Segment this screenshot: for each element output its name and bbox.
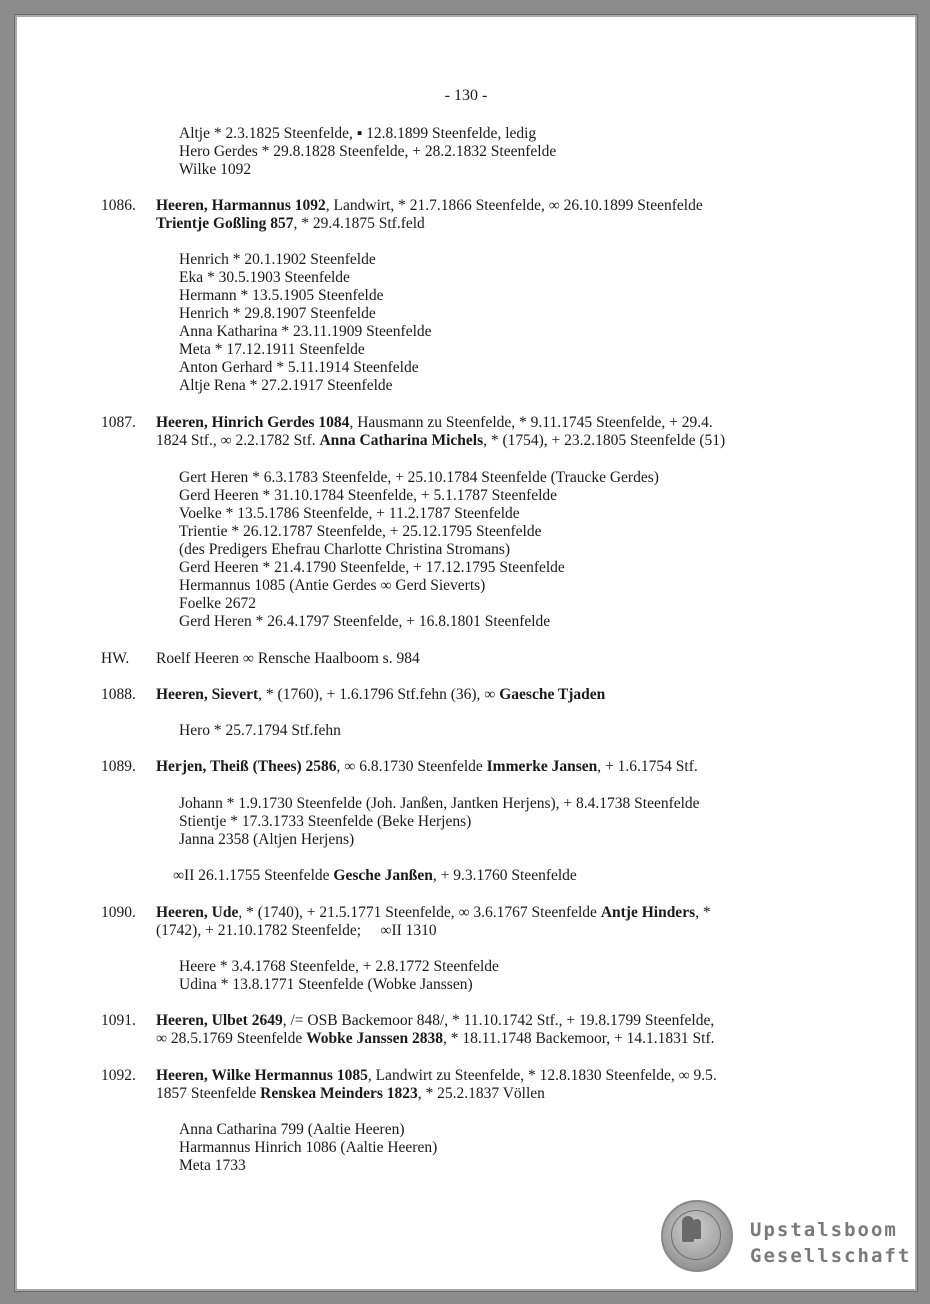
spouse-name: Gesche Janßen — [333, 867, 433, 884]
entry-text: , Landwirt, * 21.7.1866 Steenfelde, ∞ 26.10.1899 Steenfelde — [325, 197, 703, 214]
child-item: Trientie * 26.12.1787 Steenfelde, + 25.12.1795 Steenfelde — [179, 523, 542, 540]
entry-number: 1092. — [101, 1067, 136, 1084]
list-item: Hero Gerdes * 29.8.1828 Steenfelde, + 28.2.1832 Steenfelde — [179, 143, 557, 160]
entry-text: , * 25.2.1837 Völlen — [417, 1085, 545, 1102]
child-item: Eka * 30.5.1903 Steenfelde — [179, 269, 350, 286]
child-item: Foelke 2672 — [179, 595, 257, 612]
entry-text: , Hausmann zu Steenfelde, * 9.11.1745 Steenfelde, + 29.4. — [349, 414, 713, 431]
child-item: Henrich * 20.1.1902 Steenfelde — [179, 251, 376, 268]
person-name: Heeren, Sievert — [156, 686, 259, 703]
entry-1090-line2: (1742), + 21.10.1782 Steenfelde; ∞II 1310 — [156, 922, 437, 939]
child-item: Janna 2358 (Altjen Herjens) — [179, 831, 355, 848]
entry-number: 1088. — [101, 686, 136, 703]
spouse-name: Wobke Janssen 2838 — [306, 1030, 444, 1047]
entry-text: ∞II 26.1.1755 Steenfelde — [173, 867, 334, 884]
society-name-line1: Upstalsboom — [750, 1219, 898, 1241]
spouse-name: Trientje Goßling 857 — [156, 215, 294, 232]
child-item: Heere * 3.4.1768 Steenfelde, + 2.8.1772 Steenfelde — [179, 958, 499, 975]
spouse-name: Antje Hinders — [600, 904, 696, 921]
entry-1092-line2 — [156, 1085, 545, 1103]
list-item: Wilke 1092 — [179, 161, 252, 178]
person-name: Heeren, Hinrich Gerdes 1084 — [156, 414, 350, 431]
child-item: Gert Heren * 6.3.1783 Steenfelde, + 25.10.1784 Steenfelde (Traucke Gerdes) — [179, 469, 659, 486]
child-item: Udina * 13.8.1771 Steenfelde (Wobke Janssen) — [179, 976, 473, 993]
entry-1086-line1 — [156, 197, 703, 215]
entry-1088-line1 — [156, 686, 605, 704]
person-name: Heeren, Wilke Hermannus 1085 — [156, 1067, 368, 1084]
second-marriage — [173, 867, 577, 885]
spouse-name: Renskea Meinders 1823 — [260, 1085, 418, 1102]
spouse-name: Anna Catharina Michels — [319, 432, 484, 449]
entry-1087-line2 — [156, 432, 725, 450]
entry-text: 1857 Steenfelde — [156, 1085, 261, 1102]
child-item: Henrich * 29.8.1907 Steenfelde — [179, 305, 376, 322]
page-number: - 130 - — [444, 87, 488, 104]
entry-text: ∞ 28.5.1769 Steenfelde — [156, 1030, 307, 1047]
society-name-line2: Gesellschaft — [750, 1245, 912, 1267]
entry-text: , * — [695, 904, 711, 921]
hw-entry: Roelf Heeren ∞ Rensche Haalboom s. 984 — [156, 650, 420, 667]
entry-1086-line2 — [156, 215, 425, 233]
child-item: Anna Catharina 799 (Aaltie Heeren) — [179, 1121, 405, 1138]
person-name: Heeren, Ude — [156, 904, 239, 921]
entry-text: , /= OSB Backemoor 848/, * 11.10.1742 Stf., + 19.8.1799 Steenfelde, — [282, 1012, 715, 1029]
list-item: Altje * 2.3.1825 Steenfelde, ▪ 12.8.1899 Steenfelde, ledig — [179, 125, 537, 142]
entry-text: , + 1.6.1754 Stf. — [597, 758, 698, 775]
child-item: Stientje * 17.3.1733 Steenfelde (Beke Herjens) — [179, 813, 472, 830]
child-item: Altje Rena * 27.2.1917 Steenfelde — [179, 377, 393, 394]
child-item: Anton Gerhard * 5.11.1914 Steenfelde — [179, 359, 419, 376]
entry-1092-line1 — [156, 1067, 717, 1085]
person-name: Herjen, Theiß (Thees) 2586 — [156, 758, 337, 775]
entry-number: 1091. — [101, 1012, 136, 1029]
child-item: Hermann * 13.5.1905 Steenfelde — [179, 287, 384, 304]
child-item: Meta 1733 — [179, 1157, 246, 1174]
entry-number: 1090. — [101, 904, 136, 921]
entry-text: , * (1760), + 1.6.1796 Stf.fehn (36), ∞ — [258, 686, 500, 703]
entry-text: , * 18.11.1748 Backemoor, + 14.1.1831 Stf. — [443, 1030, 715, 1047]
child-item: Meta * 17.12.1911 Steenfelde — [179, 341, 365, 358]
child-item: Hero * 25.7.1794 Stf.fehn — [179, 722, 341, 739]
entry-text: , * (1740), + 21.5.1771 Steenfelde, ∞ 3.6.1767 Steenfelde — [238, 904, 601, 921]
person-name: Heeren, Ulbet 2649 — [156, 1012, 283, 1029]
entry-1091-line1 — [156, 1012, 714, 1030]
child-item: Voelke * 13.5.1786 Steenfelde, + 11.2.1787 Steenfelde — [179, 505, 520, 522]
child-item: Gerd Heren * 26.4.1797 Steenfelde, + 16.8.1801 Steenfelde — [179, 613, 551, 630]
document-page — [14, 14, 918, 1292]
child-item: Gerd Heeren * 21.4.1790 Steenfelde, + 17.12.1795 Steenfelde — [179, 559, 565, 576]
spouse-name: Immerke Jansen — [486, 758, 598, 775]
child-item: Anna Katharina * 23.11.1909 Steenfelde — [179, 323, 432, 340]
child-item: Gerd Heeren * 31.10.1784 Steenfelde, + 5.1.1787 Steenfelde — [179, 487, 558, 504]
entry-number: 1086. — [101, 197, 136, 214]
child-item: Johann * 1.9.1730 Steenfelde (Joh. Janßen, Jantken Herjens), + 8.4.1738 Steenfelde — [179, 795, 700, 812]
entry-1089-line1 — [156, 758, 698, 776]
entry-1090-line1 — [156, 904, 711, 922]
child-item: (des Predigers Ehefrau Charlotte Christina Stromans) — [179, 541, 511, 558]
entry-text: 1824 Stf., ∞ 2.2.1782 Stf. — [156, 432, 320, 449]
entry-1091-line2 — [156, 1030, 715, 1048]
child-item: Harmannus Hinrich 1086 (Aaltie Heeren) — [179, 1139, 438, 1156]
entry-number: 1087. — [101, 414, 136, 431]
society-seal-icon — [661, 1200, 733, 1272]
person-name: Heeren, Harmannus 1092 — [156, 197, 326, 214]
entry-1087-line1 — [156, 414, 713, 432]
entry-number: 1089. — [101, 758, 136, 775]
entry-text: , * (1754), + 23.2.1805 Steenfelde (51) — [483, 432, 726, 449]
entry-text: , + 9.3.1760 Steenfelde — [432, 867, 577, 884]
child-item: Hermannus 1085 (Antie Gerdes ∞ Gerd Sieverts) — [179, 577, 486, 594]
entry-text: , ∞ 6.8.1730 Steenfelde — [336, 758, 487, 775]
spouse-name: Gaesche Tjaden — [499, 686, 606, 703]
entry-number: HW. — [101, 650, 130, 667]
entry-text: , Landwirt zu Steenfelde, * 12.8.1830 Steenfelde, ∞ 9.5. — [367, 1067, 717, 1084]
entry-text: , * 29.4.1875 Stf.feld — [293, 215, 425, 232]
